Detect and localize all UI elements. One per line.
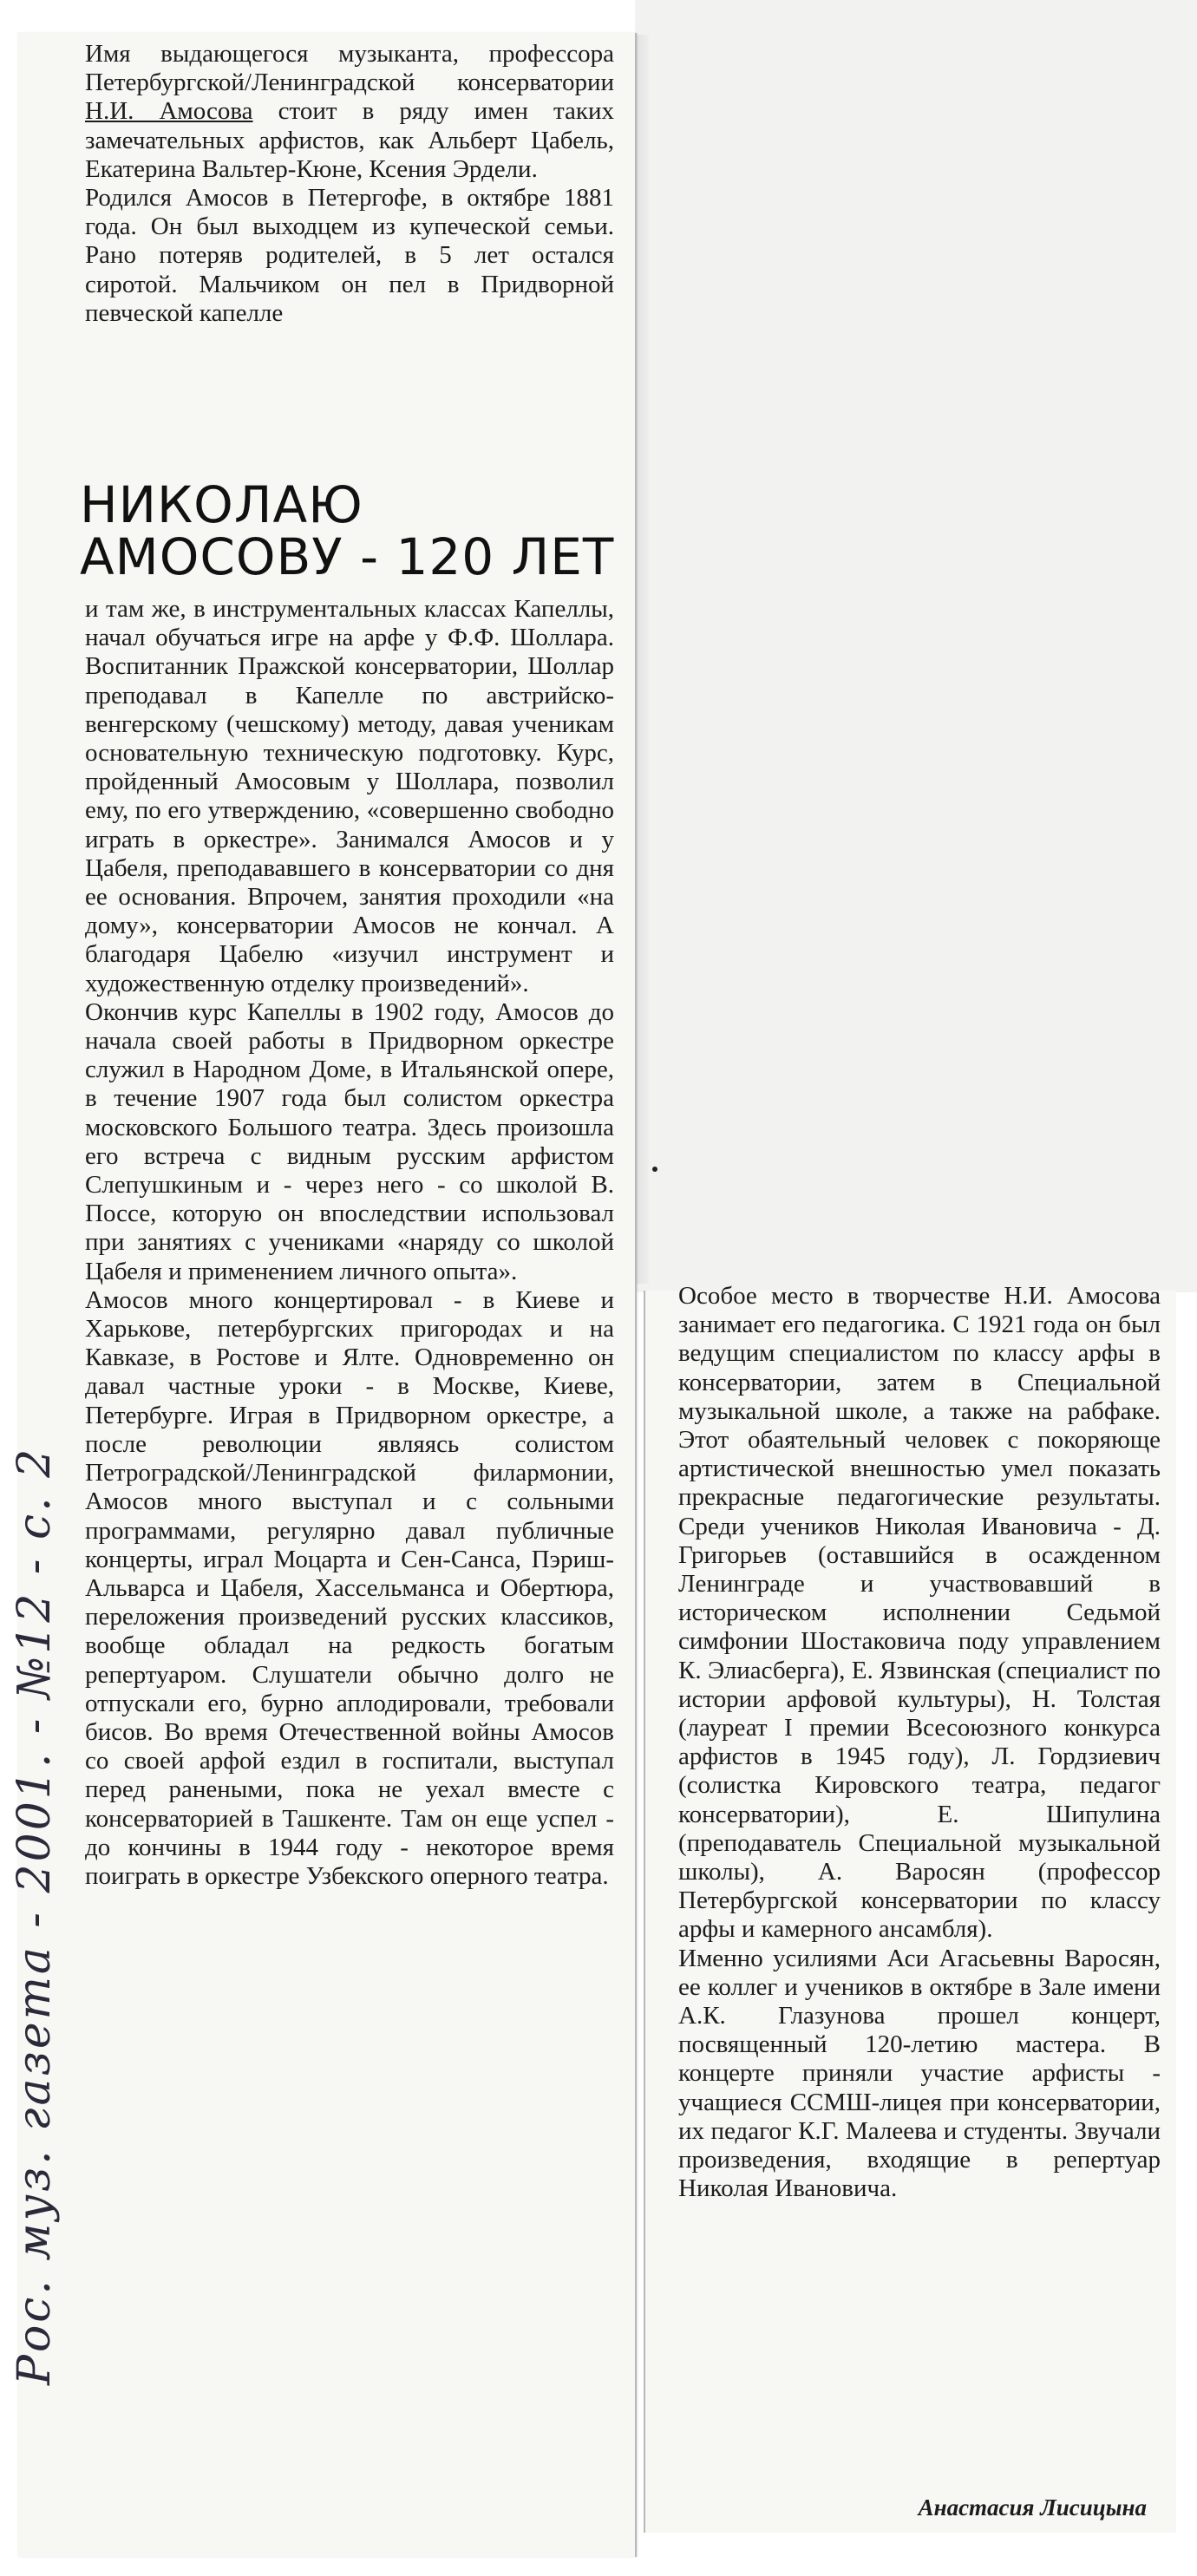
article-body-right <box>678 1282 1161 2204</box>
intro-name: Н.И. Амосова <box>85 97 253 126</box>
headline-line-1: НИКОЛАЮ <box>80 475 363 534</box>
body-paragraph-3: Амосов много концертировал - в Киеве и Харькове, петербургских пригородах и на Кавказе, в Ростове и Ялте. Одновременно он давал частные уроки - в Москве, Киеве, Петербурге. Играя в Придворном оркестре, а после революции являясь солистом Петроградской/Ленинградской филармонии, Амосов много выступал и с сольными программами, регулярно давал публичные концерты, играл Моцарта и Сен-Санса, Пэриш-Альварса и Цабеля, Хассельманса и Обертюра, переложения произведений русских классиков, вообще обладал на редкость богатым репертуаром. Слушатели обычно долго не отпускали его, бурно аплодировали, требовали бисов. Во время Отечественной войны Амосов со своей арфой ездил в госпитали, выступал перед ранеными, пока не уехал вместе с консерваторией в Ташкенте. Там он еще успел - до кончины в 1944 году - некоторое время поиграть в оркестре Узбекского оперного театра. <box>85 1285 614 1890</box>
intro-suffix: стоит в ряду имен таких замечательных арфистов, как Альберт Цабель, Екатерина Вальтер-Кюне, Ксения Эрдели. <box>85 97 614 183</box>
body-paragraph-2: Окончив курс Капеллы в 1902 году, Амосов до начала своей работы в Придворном оркестре служил в Народном Доме, в Итальянской опере, в течение 1907 года был солистом оркестра московского Большого театра. Здесь произошла его встреча с видным русским арфистом Слепушкиным и - через него - со школой В. Поссе, которую он впоследствии использовал при занятиях с учениками «наряду со школой Цабеля и применением личного опыта». <box>85 997 614 1285</box>
intro-paragraph-2: Родился Амосов в Петергофе, в октябре 1881 года. Он был выходцем из купеческой семьи. Рано потеряв родителей, в 5 лет остался сиротой. Мальчиком он пел в Придворной певческой капелле <box>85 184 614 327</box>
body-paragraph-5: Именно усилиями Аси Агасьевны Варосян, ее коллег и учеников в октябре в Зале имени А.К. Глазунова прошел концерт, посвященный 120-летию мастера. В концерте приняли участие арфисты - учащиеся ССМШ-лицея при консерватории, их педагог К.Г. Малеева и студенты. Звучали произведения, входящие в репертуар Николая Ивановича. <box>678 1944 1161 2203</box>
article-body-left <box>85 595 614 1891</box>
scan-backdrop <box>635 0 1197 1292</box>
intro-paragraph <box>85 40 614 184</box>
article-intro <box>85 40 614 328</box>
headline-line-2: АМОСОВУ - 120 ЛЕТ <box>80 527 615 586</box>
body-paragraph-1: и там же, в инструментальных классах Капеллы, начал обучаться игре на арфе у Ф.Ф. Шоллара. Воспитанник Пражской консерватории, Шоллар преподавал в Капелле по австрийско-венгерскому (чешскому) методу, давая ученикам основательную техническую подготовку. Курс, пройденный Амосовым у Шоллара, позволил ему, по его утверждению, «совершенно свободно играть в оркестре». Занимался Амосов и у Цабеля, преподававшего в консерватории со дня ее основания. Впрочем, занятия проходили «на дому», консерватории Амосов не кончал. А благодаря Цабелю «изучил инструмент и художественную отделку произведений». <box>85 595 614 997</box>
handwritten-source-note: Рос. муз. газета - 2001. - №12 - с. 2 <box>9 1446 61 2385</box>
intro-prefix: Имя выдающегося музыканта, профессора Петербургской/Ленинградской консерватории <box>85 40 614 97</box>
ink-speck <box>652 1167 657 1172</box>
headline <box>80 475 628 586</box>
body-paragraph-4: Особое место в творчестве Н.И. Амосова занимает его педагогика. С 1921 года он был ведущим специалистом по классу арфы в консерватории, затем в Специальной музыкальной школе, а также на рабфаке. Этот обаятельный человек с покоряюще артистической внешностью умел показать прекрасные педагогические результаты. Среди учеников Николая Ивановича - Д. Григорьев (оставшийся в осажденном Ленинграде и участвовавший в историческом исполнении Седьмой симфонии Шостаковича поду управлением К. Элиасберга), Е. Язвинская (специалист по истории арфовой культуры), Н. Толстая (лауреат I премии Всесоюзного конкурса арфистов в 1945 году), Л. Гордзиевич (солистка Кировского театра, педагог консерватории), Е. Шипулина (преподаватель Специальной музыкальной школы), А. Варосян (профессор Петербургской консерватории по классу арфы и камерного ансамбля). <box>678 1282 1161 1944</box>
author-signature: Анастасия Лисицына <box>918 2494 1147 2520</box>
